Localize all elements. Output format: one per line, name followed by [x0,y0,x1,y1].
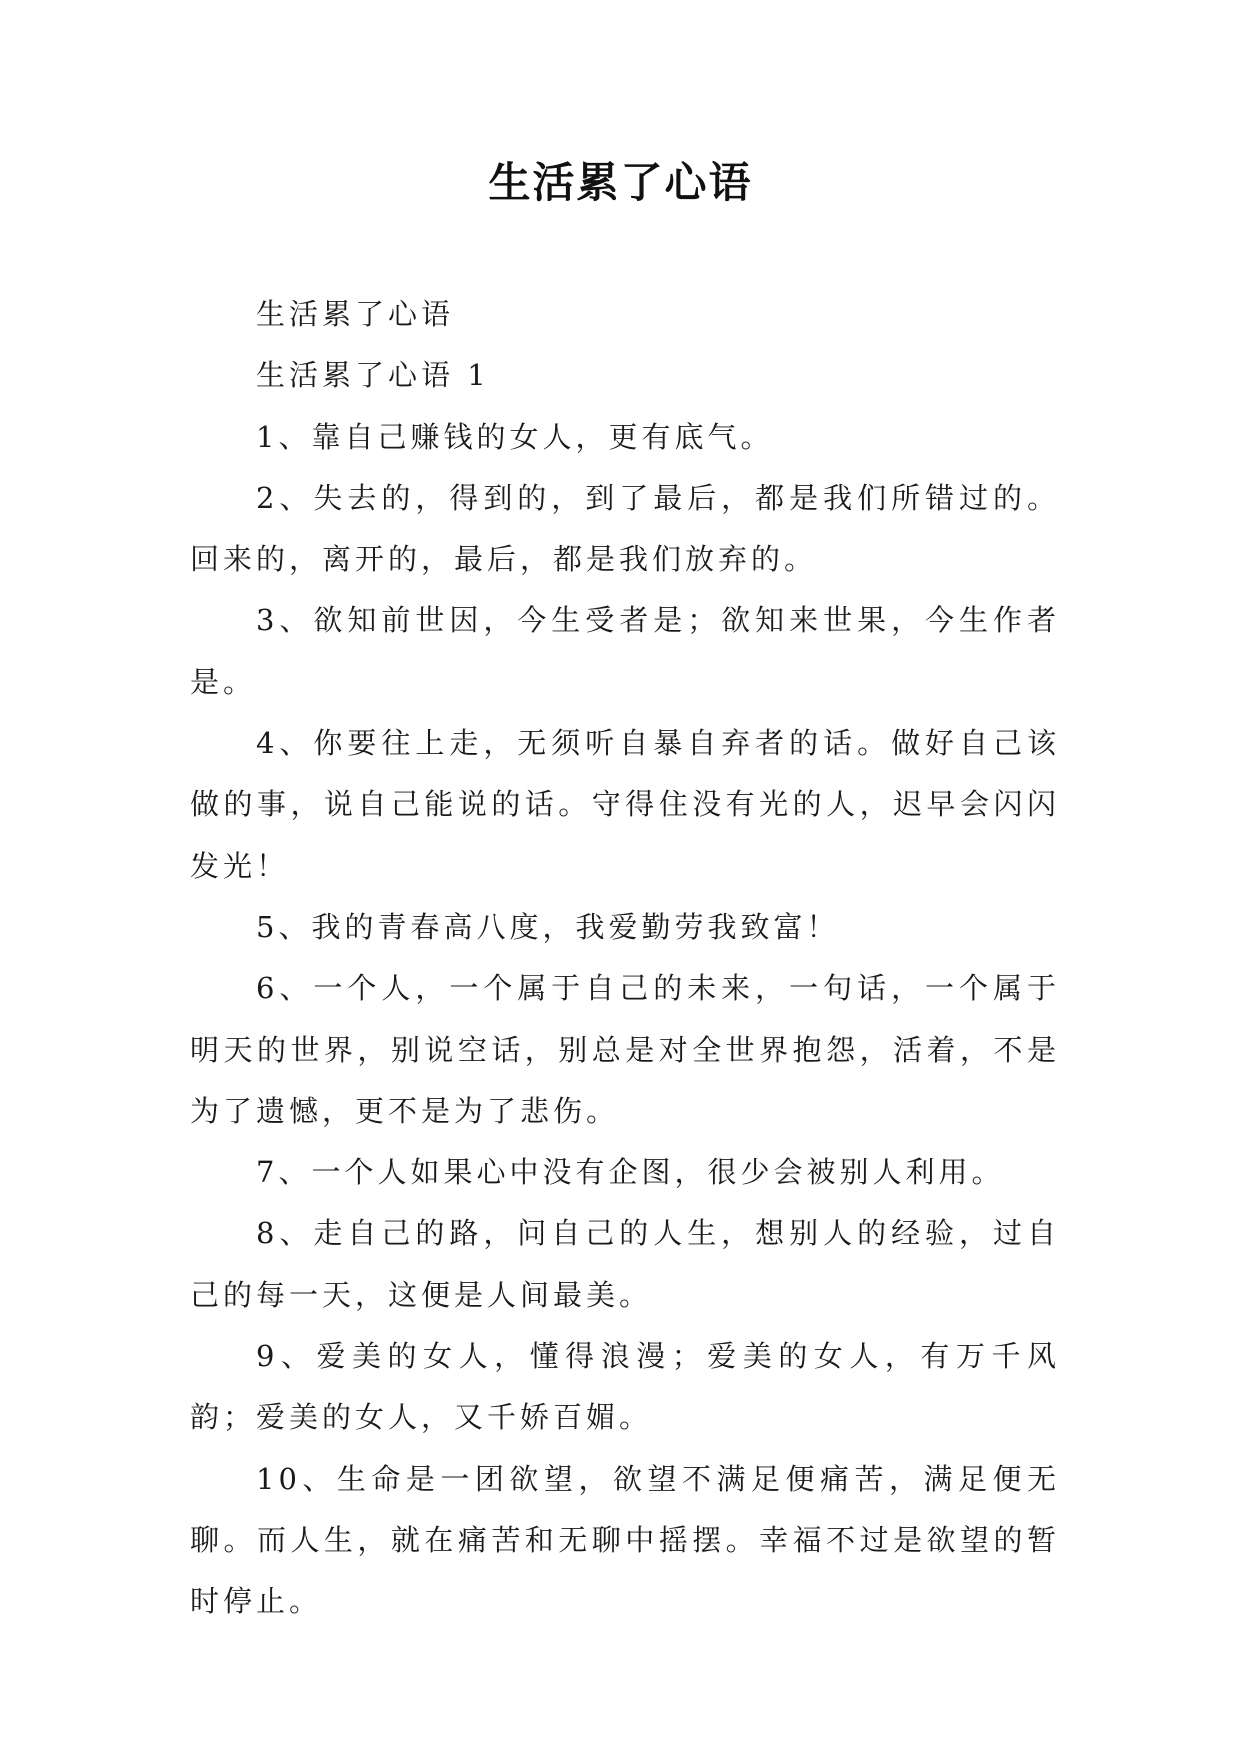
paragraph-item-8: 8、走自己的路，问自己的人生，想别人的经验，过自己的每一天，这便是人间最美。 [190,1216,1060,1312]
paragraph-item-7: 7、一个人如果心中没有企图，很少会被别人利用。 [256,1155,1005,1190]
paragraph-item-6: 6、一个人，一个属于自己的未来，一句话，一个属于明天的世界，别说空话，别总是对全世界抱怨，活着，不是为了遗憾，更不是为了悲伤。 [190,971,1060,1128]
paragraph-item-10: 10、生命是一团欲望，欲望不满足便痛苦，满足便无聊。而人生，就在痛苦和无聊中摇摆。幸福不过是欲望的暂时停止。 [190,1461,1060,1619]
document-title: 生活累了心语 [488,158,753,207]
paragraph-section-heading: 生活累了心语 1 [256,358,490,393]
paragraph-item-4: 4、你要往上走，无须听自暴自弃者的话。做好自己该做的事，说自己能说的话。守得住没有光的人，迟早会闪闪发光！ [190,726,1060,883]
paragraph-item-9: 9、爱美的女人，懂得浪漫；爱美的女人，有万千风韵；爱美的女人，又千娇百媚。 [190,1339,1060,1435]
paragraph-item-1: 1、靠自己赚钱的女人，更有底气。 [256,419,774,454]
paragraph-item-3: 3、欲知前世因，今生受者是；欲知来世果，今生作者是。 [190,603,1060,699]
document-body [190,284,1060,1633]
paragraph-subtitle: 生活累了心语 [256,297,455,331]
paragraph-item-2: 2、失去的，得到的，到了最后，都是我们所错过的。回来的，离开的，最后，都是我们放弃的。 [190,480,1060,577]
paragraph-item-5: 5、我的青春高八度，我爱勤劳我致富！ [256,909,840,944]
